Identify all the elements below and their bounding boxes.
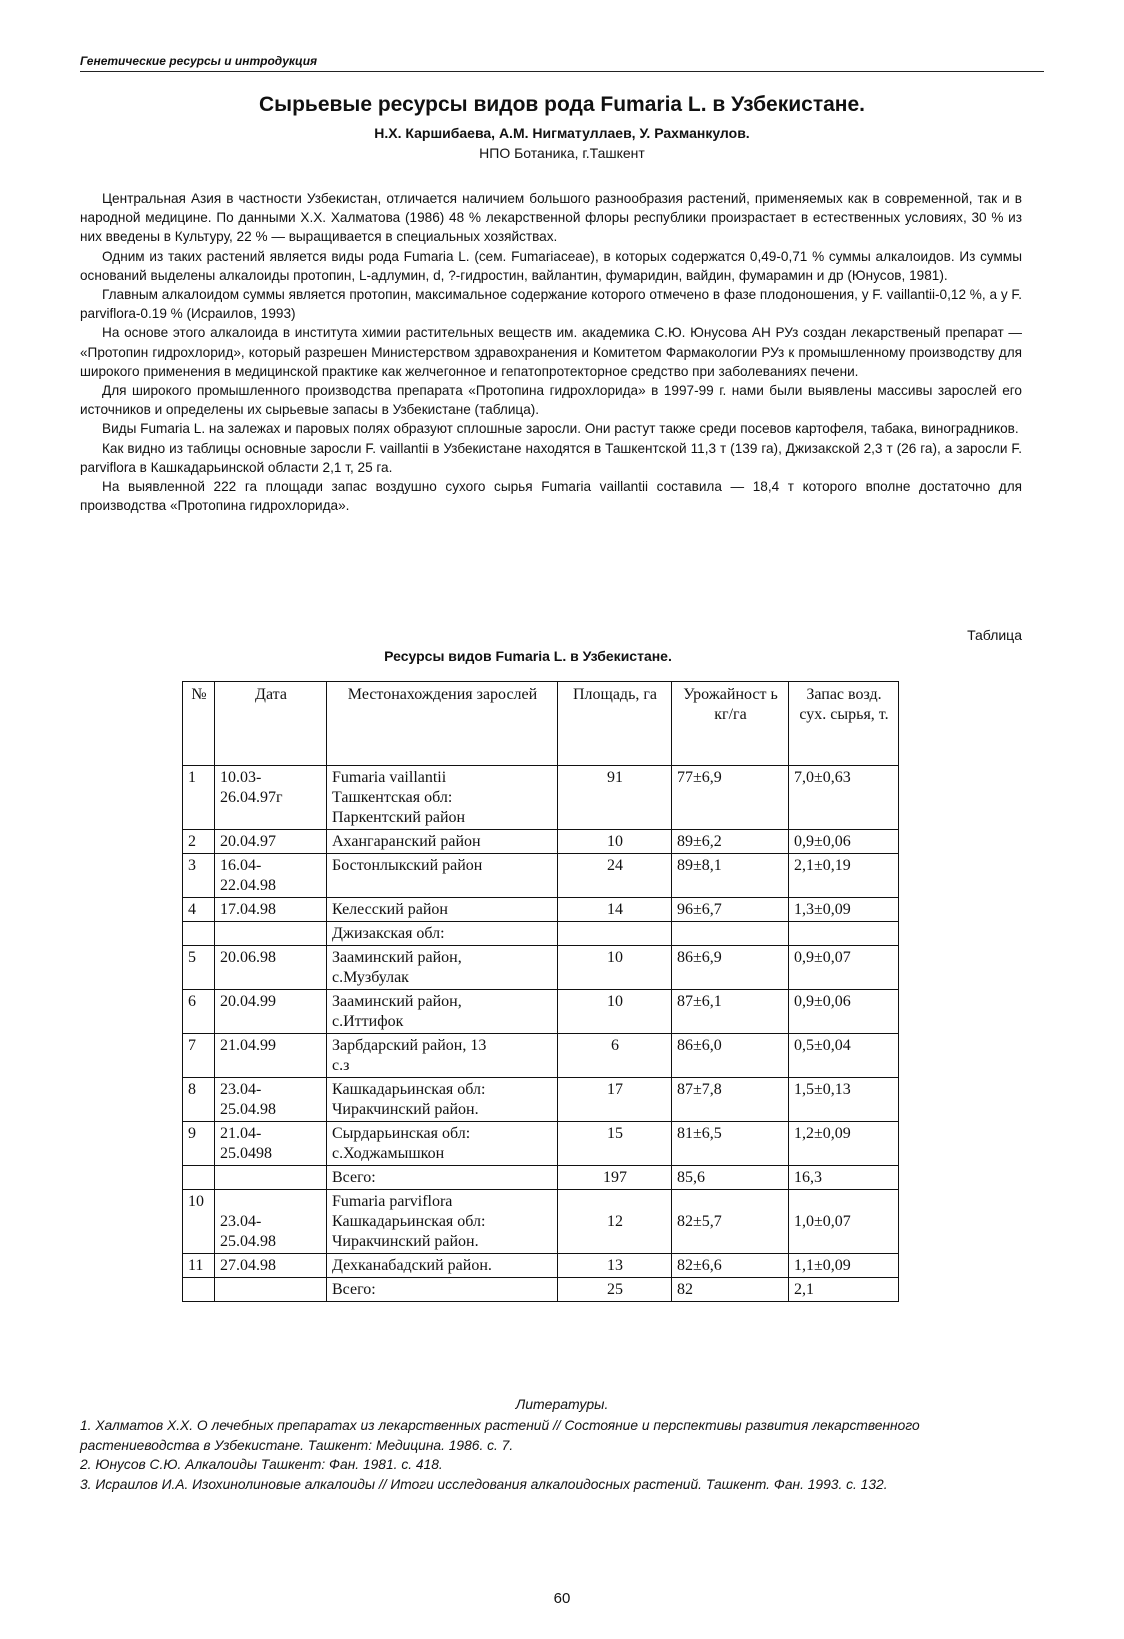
cell-place: Всего: xyxy=(327,1278,558,1302)
header-yield: Урожайност ь кг/га xyxy=(672,682,789,766)
cell-area: 14 xyxy=(558,898,672,922)
cell-date: 20.04.99 xyxy=(215,990,327,1034)
cell-area: 10 xyxy=(558,990,672,1034)
cell-date: 20.04.97 xyxy=(215,830,327,854)
cell-date: 17.04.98 xyxy=(215,898,327,922)
table-row xyxy=(183,1190,899,1254)
table-title: Ресурсы видов Fumaria L. в Узбекистане. xyxy=(384,648,672,664)
paragraph: Центральная Азия в частности Узбекистан, отличается наличием большого разнообразия растений, применяемых как в современной, так и в народной медицине. По данными Х.Х. Халматова (1986) 48 % лекарственной флоры республики произрастает в естественных условиях, 30 % из них введены в Культуру, 22 % — выращивается в специальных хозяйствах. xyxy=(80,191,1022,245)
cell-place: Ахангаранский район xyxy=(327,830,558,854)
cell-stock: 2,1 xyxy=(789,1278,899,1302)
cell-stock: 0,9±0,06 xyxy=(789,830,899,854)
cell-stock: 1,1±0,09 xyxy=(789,1254,899,1278)
cell-area: 24 xyxy=(558,854,672,898)
running-head: Генетические ресурсы и интродукция xyxy=(80,54,318,68)
table-row xyxy=(183,1166,899,1190)
cell-stock: 1,3±0,09 xyxy=(789,898,899,922)
cell-place: Дехканабадский район. xyxy=(327,1254,558,1278)
cell-place: Fumaria vaillantii Ташкентская обл: Паркентский район xyxy=(327,766,558,830)
cell-stock: 2,1±0,19 xyxy=(789,854,899,898)
cell-place: Сырдарьинская обл: с.Ходжамышкон xyxy=(327,1122,558,1166)
article-body xyxy=(80,189,1022,515)
cell-place: Келесский район xyxy=(327,898,558,922)
table-row xyxy=(183,1078,899,1122)
cell-stock: 16,3 xyxy=(789,1166,899,1190)
cell-num: 11 xyxy=(183,1254,215,1278)
cell-yield: 89±6,2 xyxy=(672,830,789,854)
paragraph: Одним из таких растений является виды рода Fumaria L. (сем. Fumariaceae), в которых содержатся 0,49-0,71 % суммы алкалоидов. Из суммы оснований выделены алкалоиды протопин, L-адлумин, d, ?-гидростин, вайлантин, фумаридин, вайдин, фумарамин и др (Юнусов, 1981). xyxy=(80,248,1022,283)
cell-date xyxy=(215,922,327,946)
cell-area: 91 xyxy=(558,766,672,830)
cell-num: 8 xyxy=(183,1078,215,1122)
literature-title: Литературы. xyxy=(515,1396,609,1412)
cell-area: 6 xyxy=(558,1034,672,1078)
cell-area: 197 xyxy=(558,1166,672,1190)
cell-place: Джизакская обл: xyxy=(327,922,558,946)
cell-num xyxy=(183,1278,215,1302)
header-rule xyxy=(80,71,1044,72)
cell-yield: 87±7,8 xyxy=(672,1078,789,1122)
cell-date: 20.06.98 xyxy=(215,946,327,990)
cell-date: 23.04- 25.04.98 xyxy=(215,1078,327,1122)
cell-stock xyxy=(789,922,899,946)
cell-num xyxy=(183,922,215,946)
cell-stock: 1,2±0,09 xyxy=(789,1122,899,1166)
cell-area xyxy=(558,922,672,946)
table-row xyxy=(183,1254,899,1278)
cell-num: 7 xyxy=(183,1034,215,1078)
cell-num: 10 xyxy=(183,1190,215,1254)
cell-yield: 87±6,1 xyxy=(672,990,789,1034)
cell-area: 15 xyxy=(558,1122,672,1166)
cell-date: 21.04.99 xyxy=(215,1034,327,1078)
cell-stock: 1,0±0,07 xyxy=(789,1190,899,1254)
cell-yield: 82±6,6 xyxy=(672,1254,789,1278)
cell-stock: 0,9±0,06 xyxy=(789,990,899,1034)
cell-yield: 82±5,7 xyxy=(672,1190,789,1254)
article-affiliation: НПО Ботаника, г.Ташкент xyxy=(479,145,645,161)
paragraph: Виды Fumaria L. на залежах и паровых полях образуют сплошные заросли. Они растут также среди посевов картофеля, табака, виноградников. xyxy=(102,421,1019,437)
table-row xyxy=(183,946,899,990)
table-row xyxy=(183,898,899,922)
cell-num: 2 xyxy=(183,830,215,854)
table-row xyxy=(183,1278,899,1302)
cell-num: 9 xyxy=(183,1122,215,1166)
literature-list xyxy=(80,1416,1024,1494)
cell-yield: 77±6,9 xyxy=(672,766,789,830)
header-stock: Запас возд. сух. сырья, т. xyxy=(789,682,899,766)
cell-yield xyxy=(672,922,789,946)
cell-yield: 96±6,7 xyxy=(672,898,789,922)
table-header-row xyxy=(183,682,899,766)
article-authors: Н.Х. Каршибаева, А.М. Нигматуллаев, У. Рахманкулов. xyxy=(374,125,750,141)
cell-place: Всего: xyxy=(327,1166,558,1190)
cell-area: 12 xyxy=(558,1190,672,1254)
cell-area: 25 xyxy=(558,1278,672,1302)
reference-item: 1. Халматов Х.Х. О лечебных препаратах из лекарственных растений // Состояние и перспективы развития лекарственного растениеводства в Узбекистане. Ташкент: Медицина. 1986. с. 7. xyxy=(80,1418,920,1453)
paragraph: Как видно из таблицы основные заросли F. vaillantii в Узбекистане находятся в Ташкентской 11,3 т (139 га), Джизакской 2,3 т (26 га), а заросли F. parviflora в Кашкадарьинской области 2,1 т, 25 га. xyxy=(80,440,1022,475)
cell-area: 17 xyxy=(558,1078,672,1122)
paragraph: Для широкого промышленного производства препарата «Протопина гидрохлорида» в 1997-99 г. нами были выявлены массивы зарослей его источников и определены их сырьевые запасы в Узбекистане (таблица). xyxy=(80,383,1022,418)
cell-place: Зааминский район, с.Музбулак xyxy=(327,946,558,990)
table-body xyxy=(183,766,899,1302)
cell-num: 6 xyxy=(183,990,215,1034)
table-row xyxy=(183,990,899,1034)
reference-item: 2. Юнусов С.Ю. Алкалоиды Ташкент: Фан. 1981. с. 418. xyxy=(80,1457,443,1472)
cell-stock: 7,0±0,63 xyxy=(789,766,899,830)
cell-num: 1 xyxy=(183,766,215,830)
cell-date: 23.04- 25.04.98 xyxy=(215,1190,327,1254)
table-row xyxy=(183,830,899,854)
reference-item: 3. Исраилов И.А. Изохинолиновые алкалоиды // Итоги исследования алкалоидосных растений. Ташкент. Фан. 1993. с. 132. xyxy=(80,1476,888,1492)
cell-num: 5 xyxy=(183,946,215,990)
article-title: Сырьевые ресурсы видов рода Fumaria L. в Узбекистане. xyxy=(258,93,866,116)
cell-num: 3 xyxy=(183,854,215,898)
cell-area: 10 xyxy=(558,946,672,990)
cell-stock: 0,9±0,07 xyxy=(789,946,899,990)
cell-stock: 1,5±0,13 xyxy=(789,1078,899,1122)
cell-yield: 82 xyxy=(672,1278,789,1302)
cell-yield: 89±8,1 xyxy=(672,854,789,898)
cell-date xyxy=(215,1166,327,1190)
cell-yield: 85,6 xyxy=(672,1166,789,1190)
cell-yield: 86±6,0 xyxy=(672,1034,789,1078)
cell-place: Кашкадарьинская обл: Чиракчинский район. xyxy=(327,1078,558,1122)
cell-num: 4 xyxy=(183,898,215,922)
cell-yield: 86±6,9 xyxy=(672,946,789,990)
header-num: № xyxy=(183,682,215,766)
cell-date xyxy=(215,1278,327,1302)
cell-area: 13 xyxy=(558,1254,672,1278)
cell-date: 21.04- 25.0498 xyxy=(215,1122,327,1166)
paragraph: На выявленной 222 га площади запас воздушно сухого сырья Fumaria vaillantii составила — 18,4 т которого вполне достаточно для производства «Протопина гидрохлорида». xyxy=(80,479,1022,514)
table-row xyxy=(183,766,899,830)
cell-place: Зарбдарский район, 13 с.з xyxy=(327,1034,558,1078)
table-row xyxy=(183,1034,899,1078)
table-row xyxy=(183,854,899,898)
cell-date: 10.03- 26.04.97г xyxy=(215,766,327,830)
table-row xyxy=(183,922,899,946)
cell-date: 16.04- 22.04.98 xyxy=(215,854,327,898)
cell-place: Fumaria parviflora Кашкадарьинская обл: Чиракчинский район. xyxy=(327,1190,558,1254)
cell-date: 27.04.98 xyxy=(215,1254,327,1278)
cell-yield: 81±6,5 xyxy=(672,1122,789,1166)
page-number: 60 xyxy=(553,1590,571,1607)
paragraph: На основе этого алкалоида в института химии растительных веществ им. академика С.Ю. Юнусова АН РУз создан лекарственый препарат — «Протопин гидрохлорид», который разрешен Министерством здравохранения и Комитетом Фармакологии РУз к промышленному производству для широкого применения в медицинской практике как желчегонное и гепатопротекторное средство при заболеваниях печени. xyxy=(80,325,1022,379)
cell-place: Бостонлыкский район xyxy=(327,854,558,898)
table-row xyxy=(183,1122,899,1166)
header-place: Местонахождения зарослей xyxy=(327,682,558,766)
cell-place: Зааминский район, с.Иттифок xyxy=(327,990,558,1034)
header-area: Площадь, га xyxy=(558,682,672,766)
cell-area: 10 xyxy=(558,830,672,854)
paragraph: Главным алкалоидом суммы является протопин, максимальное содержание которого отмечено в фазе плодоношения, у F. vaillantii-0,12 %, а у F. parviflora-0.19 % (Исраилов, 1993) xyxy=(80,287,1022,322)
resources-table xyxy=(182,681,899,1302)
cell-num xyxy=(183,1166,215,1190)
table-label: Таблица xyxy=(967,627,1022,643)
header-date: Дата xyxy=(215,682,327,766)
cell-stock: 0,5±0,04 xyxy=(789,1034,899,1078)
